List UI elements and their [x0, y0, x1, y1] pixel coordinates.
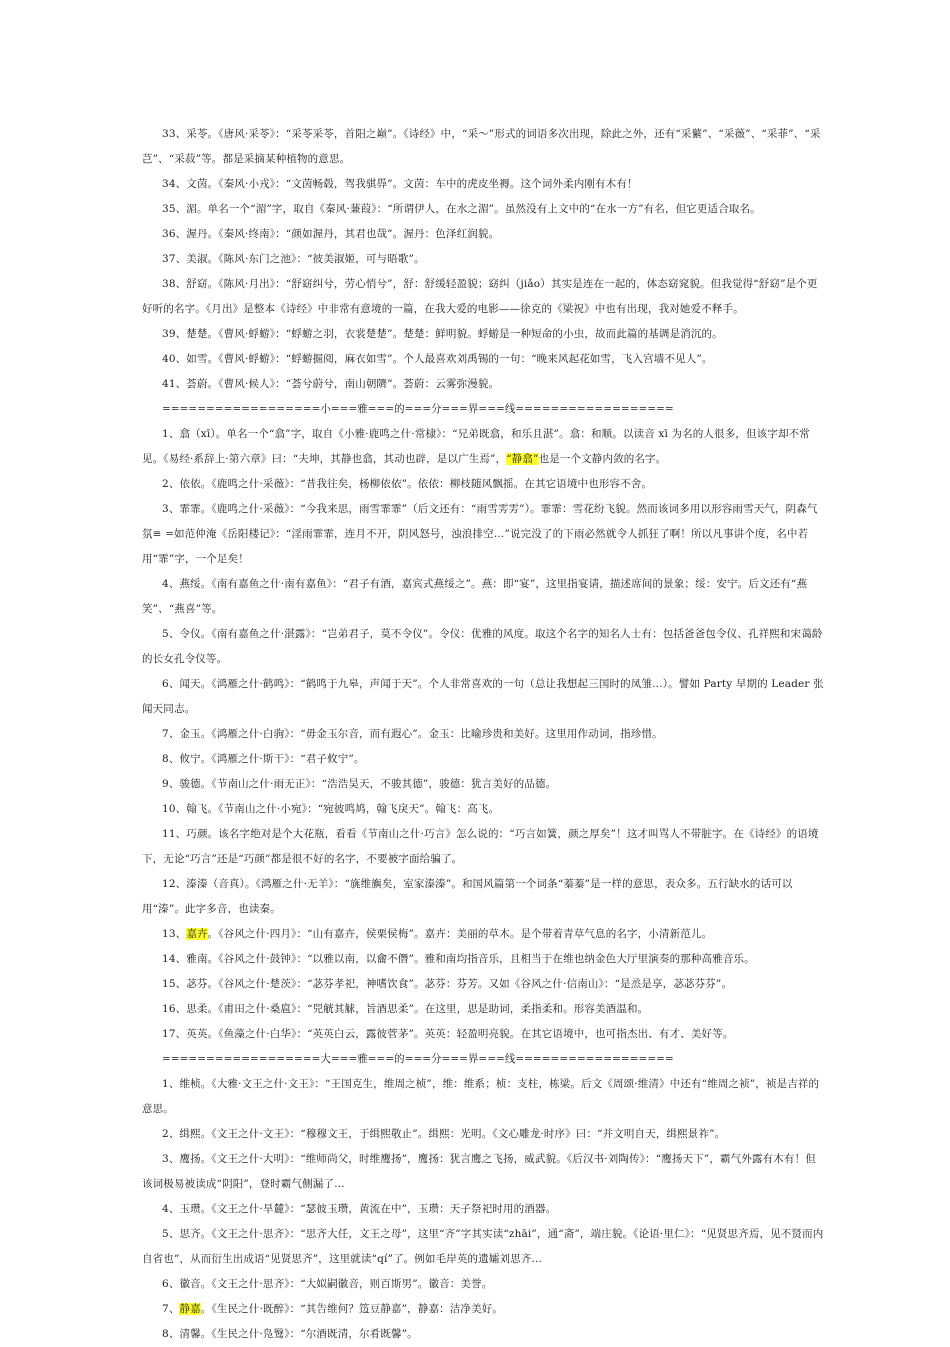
- entry-paragraph: [142, 1222, 824, 1272]
- text-run: 33、采苓。《唐风·采苓》：“采苓采苓，首阳之巅”。《诗经》中，“采～”形式的词语多次出现，除此之外，还有“采蘩”、“采薇”、“采菲”、“采芑”、“采菽”等。都是采摘某种植物的意思。: [142, 128, 821, 165]
- section-divider: [142, 397, 824, 422]
- entry-paragraph: [142, 472, 824, 497]
- entry-paragraph: [142, 122, 824, 172]
- highlighted-text: “静翕”: [506, 453, 539, 465]
- entry-paragraph: [142, 797, 824, 822]
- text-run: ==================小===雅===的===分===界===线==================: [162, 403, 674, 415]
- entry-paragraph: [142, 422, 824, 472]
- entry-paragraph: [142, 1197, 824, 1222]
- entry-paragraph: [142, 347, 824, 372]
- text-run: 3、鹰扬。《文王之什·大明》：“维师尚父，时维鹰扬”，鹰扬：犹言鹰之飞扬，威武貌。《后汉书·刘陶传》：“鹰扬天下”，霸气外露有木有！但该词极易被读成“阴阳”，登时霸气侧漏了…: [142, 1153, 816, 1190]
- text-run: 38、舒窈。《陈风·月出》：“舒窈纠兮，劳心悄兮”，舒：舒缓轻盈貌；窈纠（jiǎo）其实是连在一起的，体态窈窕貌。但我觉得“舒窈”是个更好听的名字。《月出》是整本《诗经》中非常有意境的一篇，在我大爱的电影——徐克的《梁祝》中也有出现，我对她爱不释手。: [142, 278, 818, 315]
- entry-paragraph: [142, 872, 824, 922]
- text-run: 2、缉熙。《文王之什·文王》：“穆穆文王，于缉熙敬止”。缉熙：光明。《文心雕龙·时序》曰：“并文明自天，缉熙景祚”。: [162, 1128, 726, 1140]
- text-run: 9、骏德。《节南山之什·雨无正》：“浩浩昊天，不骏其德”，骏德：犹言美好的品德。: [162, 778, 557, 790]
- entry-paragraph: [142, 1072, 824, 1122]
- entry-paragraph: [142, 922, 824, 947]
- entry-paragraph: [142, 747, 824, 772]
- entry-paragraph: [142, 997, 824, 1022]
- entry-paragraph: [142, 272, 824, 322]
- text-run: 10、翰飞。《节南山之什·小宛》：“宛彼鸣鸠，翰飞戾天”。翰飞：高飞。: [162, 803, 500, 815]
- entry-paragraph: [142, 722, 824, 747]
- text-run: 。《谷风之什·四月》：“山有嘉卉，侯栗侯梅”。嘉卉：美丽的草木。是个带着青草气息的名字，小清新范儿。: [207, 928, 713, 940]
- entry-paragraph: [142, 222, 824, 247]
- entry-paragraph: [142, 1147, 824, 1197]
- highlighted-text: 静嘉: [179, 1303, 201, 1315]
- text-run: 17、英英。《鱼藻之什·白华》：“英英白云，露彼菅茅”。英英：轻盈明亮貌。在其它语境中，也可指杰出、有才、美好等。: [162, 1028, 734, 1040]
- text-run: 6、徽音。《文王之什·思齐》：“大姒嗣徽音，则百斯男”。徽音：美誉。: [162, 1278, 493, 1290]
- entry-paragraph: [142, 1022, 824, 1047]
- text-run: 7、金玉。《鸿雁之什·白驹》：“毋金玉尔音，而有遐心”。金玉：比喻珍贵和美好。这里用作动词，指珍惜。: [162, 728, 663, 740]
- text-run: ==================大===雅===的===分===界===线==================: [162, 1053, 674, 1065]
- text-run: 8、攸宁。《鸿雁之什·斯干》：“君子攸宁”。: [162, 753, 365, 765]
- text-run: 41、荟蔚。《曹风·候人》：“荟兮蔚兮，南山朝隮”。荟蔚：云雾弥漫貌。: [162, 378, 500, 390]
- entry-paragraph: [142, 822, 824, 872]
- entry-paragraph: [142, 772, 824, 797]
- entry-paragraph: [142, 572, 824, 622]
- text-run: 39、楚楚。《曹风·蜉蝣》：“蜉蝣之羽，衣裳楚楚”。楚楚：鲜明貌。蜉蝣是一种短命的小虫，故而此篇的基调是消沉的。: [162, 328, 723, 340]
- text-run: 40、如雪。《曹风·蜉蝣》：“蜉蝣掘阅，麻衣如雪”。个人最喜欢刘禹锡的一句：“晚来风起花如雪，飞入宫墙不见人”。: [162, 353, 713, 365]
- entry-paragraph: [142, 172, 824, 197]
- section-divider: [142, 1047, 824, 1072]
- document-body: [142, 122, 824, 1347]
- entry-paragraph: [142, 247, 824, 272]
- text-run: 5、令仪。《南有嘉鱼之什·湛露》：“岂弟君子，莫不令仪”。令仪：优雅的风度。取这个名字的知名人士有：包括爸爸包令仪、孔祥熙和宋蔼龄的长女孔令仪等。: [142, 628, 823, 665]
- text-run: 4、玉瓒。《文王之什·旱麓》：“瑟彼玉瓒，黄流在中”，玉瓒：天子祭祀时用的酒器。: [162, 1203, 557, 1215]
- text-run: 7、: [162, 1303, 180, 1315]
- entry-paragraph: [142, 947, 824, 972]
- text-run: 12、溱溱（音真）。《鸿雁之什·无羊》：“旐维旟矣，室家溱溱”。和国风篇第一个词条“蓁蓁”是一样的意思，表众多。五行缺水的话可以用“溱”。此字多音，也读秦。: [142, 878, 793, 915]
- text-run: 14、雅南。《谷风之什·鼓钟》：“以雅以南，以龠不僭”。雅和南均指音乐，且相当于在维也纳金色大厅里演奏的那种高雅音乐。: [162, 953, 755, 965]
- text-run: 6、闻天。《鸿雁之什·鹤鸣》：“鹤鸣于九皋，声闻于天”。个人非常喜欢的一句（总让我想起三国时的凤雏…）。譬如 Party 早期的 Leader 张闻天同志。: [142, 678, 824, 715]
- text-run: 37、美淑。《陈风·东门之池》：“彼美淑姬，可与晤歌”。: [162, 253, 425, 265]
- text-run: 15、苾芬。《谷风之什·楚茨》：“苾芬孝祀，神嗜饮食”。苾芬：芬芳。又如《谷风之什·信南山》：“是烝是享，苾苾芬芬”。: [162, 978, 733, 990]
- text-run: 13、: [162, 928, 187, 940]
- entry-paragraph: [142, 972, 824, 997]
- entry-paragraph: [142, 1322, 824, 1347]
- text-run: 11、巧颜。该名字绝对是个大花瓶，看看《节南山之什·巧言》怎么说的：“巧言如簧，颜之厚矣”！这才叫骂人不带脏字。在《诗经》的语境下，无论“巧言”还是“巧颜”都是很不好的名字，不要被字面给骗了。: [142, 828, 819, 865]
- entry-paragraph: [142, 672, 824, 722]
- entry-paragraph: [142, 197, 824, 222]
- entry-paragraph: [142, 1122, 824, 1147]
- entry-paragraph: [142, 372, 824, 397]
- text-run: 3、霏霏。《鹿鸣之什·采薇》：“今我来思，雨雪霏霏”（后文还有：“雨雪雱雱”）。霏霏：雪花纷飞貌。然而该词多用以形容雨雪天气，阴森气氛≡ =如范仲淹《岳阳楼记》：“淫雨霏霏，连月不开，阴风怒号，浊浪排空…”说完没了的下雨必然就令人抓狂了啊！所以凡事讲个度，名中若用“霏”字，一个足矣！: [142, 503, 818, 565]
- text-run: 1、维桢。《大雅·文王之什·文王》：“王国克生，维周之桢”，维：维系；桢：支柱，栋梁。后文《周颂·维清》中还有“维周之祯”，祯是吉祥的意思。: [142, 1078, 820, 1115]
- text-run: 4、燕绥。《南有嘉鱼之什·南有嘉鱼》：“君子有酒，嘉宾式燕绥之”。燕：即“宴”，这里指宴请，描述席间的景象；绥：安宁。后文还有“燕笑”、“燕喜”等。: [142, 578, 808, 615]
- entry-paragraph: [142, 1272, 824, 1297]
- text-run: 16、思柔。《甫田之什·桑扈》：“兕觥其觩，旨酒思柔”。在这里，思是助词，柔指柔和。形容美酒温和。: [162, 1003, 649, 1015]
- text-run: 1、翕（xī）。单名一个“翕”字，取自《小雅·鹿鸣之什·常棣》：“兄弟既翕，和乐且湛”。翕：和顺。以读音 xī 为名的人很多，但该字却不常见。《易经·系辞上·第六章》曰：“夫坤，其静也翕，其动也辟，是以广生焉”，: [142, 428, 810, 465]
- text-run: 2、依依。《鹿鸣之什·采薇》：“昔我往矣，杨柳依依”。依依：柳枝随风飘摇。在其它语境中也形容不舍。: [162, 478, 653, 490]
- highlighted-text: 嘉卉: [186, 928, 208, 940]
- entry-paragraph: [142, 622, 824, 672]
- text-run: 8、清馨。《生民之什·凫鹥》：“尔酒既清，尔肴既馨”。: [162, 1328, 418, 1340]
- text-run: 35、湄。单名一个“湄”字，取自《秦风·蒹葭》：“所谓伊人，在水之湄”。虽然没有上文中的“在水一方”有名，但它更适合取名。: [162, 203, 761, 215]
- text-run: 也是一个文静内敛的名字。: [538, 453, 667, 465]
- text-run: 5、思齐。《文王之什·思齐》：“思齐大任，文王之母”，这里“齐”字其实读“zhāi”，通“斋”，端庄貌。《论语·里仁》：“见贤思齐焉，见不贤而内自省也”，从而衍生出成语“见贤思齐”，这里就读“qí”了。例如毛岸英的遗孀刘思齐…: [142, 1228, 824, 1265]
- text-run: 36、渥丹。《秦风·终南》：“颜如渥丹，其君也哉”。渥丹：色泽红润貌。: [162, 228, 500, 240]
- text-run: 34、文茵。《秦风·小戎》：“文茵畅毂，驾我骐馵”。文茵：车中的虎皮坐褥。这个词外柔内刚有木有！: [162, 178, 638, 190]
- text-run: 。《生民之什·既醉》：“其告维何？笾豆静嘉”，静嘉：洁净美好。: [200, 1303, 504, 1315]
- entry-paragraph: [142, 497, 824, 572]
- entry-paragraph: [142, 322, 824, 347]
- entry-paragraph: [142, 1297, 824, 1322]
